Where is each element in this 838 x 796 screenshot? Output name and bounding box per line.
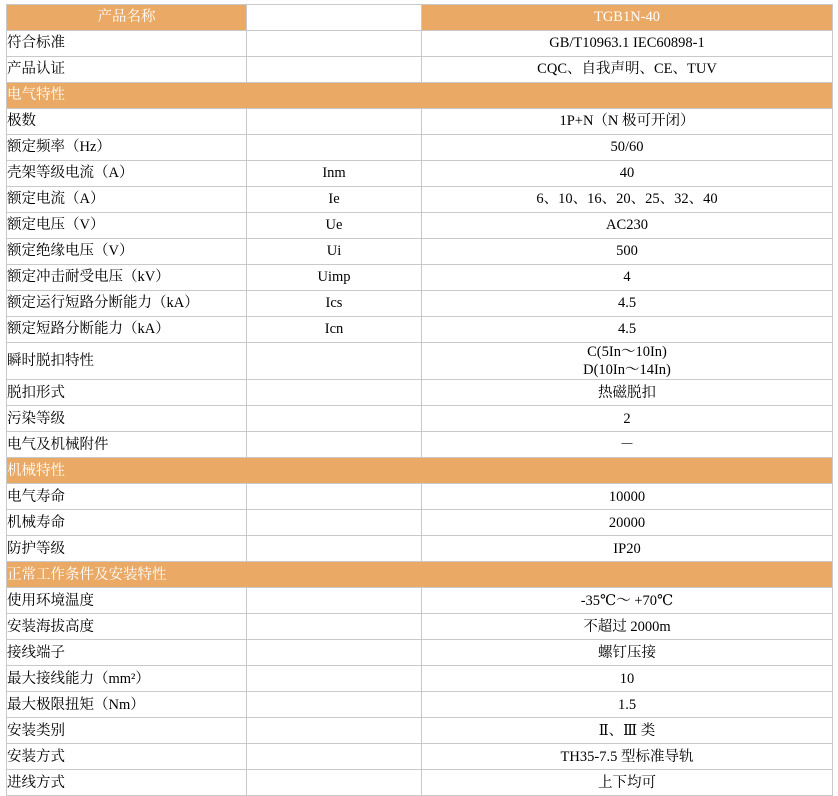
table-row [7,380,833,406]
row-value: 1P+N（N 极可开闭） [422,109,833,135]
row-value: 20000 [422,510,833,536]
row-symbol: Inm [247,161,422,187]
table-row [7,406,833,432]
row-symbol [247,718,422,744]
row-symbol: Icn [247,317,422,343]
product-specification-table [6,4,833,796]
table-row [7,640,833,666]
table-row [7,239,833,265]
table-row [7,484,833,510]
table-row [7,31,833,57]
row-label: 额定冲击耐受电压（kV） [7,265,247,291]
row-symbol [247,692,422,718]
row-value: 50/60 [422,135,833,161]
table-row [7,588,833,614]
row-label: 最大极限扭矩（Nm） [7,692,247,718]
row-value: 4 [422,265,833,291]
row-value: 2 [422,406,833,432]
row-label: 壳架等级电流（A） [7,161,247,187]
table-row [7,718,833,744]
row-label: 瞬时脱扣特性 [7,343,247,380]
row-value: C(5In～10In) D(10In～14In) [422,343,833,380]
row-symbol: Ie [247,187,422,213]
row-label: 产品认证 [7,57,247,83]
row-label: 脱扣形式 [7,380,247,406]
table-row [7,432,833,458]
row-symbol [247,135,422,161]
table-row [7,109,833,135]
table-row [7,510,833,536]
table-row [7,536,833,562]
row-label: 最大接线能力（mm²） [7,666,247,692]
row-value: 40 [422,161,833,187]
row-label: 污染等级 [7,406,247,432]
row-value: 10 [422,666,833,692]
header-product-name-label: 产品名称 [7,5,247,31]
row-symbol [247,536,422,562]
section-title: 正常工作条件及安装特性 [7,562,833,588]
table-row [7,291,833,317]
section-band-row [7,458,833,484]
row-label: 接线端子 [7,640,247,666]
row-label: 额定绝缘电压（V） [7,239,247,265]
row-symbol [247,614,422,640]
row-value: 4.5 [422,291,833,317]
row-label: 安装海拔高度 [7,614,247,640]
table-row [7,161,833,187]
row-symbol [247,484,422,510]
row-symbol [247,640,422,666]
row-label: 电气寿命 [7,484,247,510]
table-row [7,135,833,161]
header-product-model: TGB1N-40 [422,5,833,31]
row-label: 额定短路分断能力（kA） [7,317,247,343]
row-value: Ⅱ、Ⅲ 类 [422,718,833,744]
row-label: 安装方式 [7,744,247,770]
row-symbol [247,57,422,83]
row-label: 额定运行短路分断能力（kA） [7,291,247,317]
row-label: 极数 [7,109,247,135]
table-row [7,614,833,640]
row-label: 符合标准 [7,31,247,57]
row-value: 上下均可 [422,770,833,796]
table-row [7,343,833,380]
row-label: 进线方式 [7,770,247,796]
row-symbol [247,588,422,614]
row-value: 10000 [422,484,833,510]
section-band-row [7,562,833,588]
row-symbol [247,31,422,57]
table-header-row [7,5,833,31]
row-symbol: Ue [247,213,422,239]
row-symbol [247,109,422,135]
table-row [7,213,833,239]
row-symbol: Ui [247,239,422,265]
row-label: 额定电压（V） [7,213,247,239]
row-value: GB/T10963.1 IEC60898-1 [422,31,833,57]
row-label: 机械寿命 [7,510,247,536]
row-value: 1.5 [422,692,833,718]
row-label: 安装类别 [7,718,247,744]
row-value: 4.5 [422,317,833,343]
row-symbol [247,343,422,380]
row-value: 螺钉压接 [422,640,833,666]
table-row [7,692,833,718]
row-label: 使用环境温度 [7,588,247,614]
table-row [7,666,833,692]
row-value: 热磁脱扣 [422,380,833,406]
row-symbol [247,510,422,536]
row-value: IP20 [422,536,833,562]
table-row [7,770,833,796]
table-row [7,317,833,343]
table-row [7,744,833,770]
row-symbol [247,432,422,458]
section-title: 机械特性 [7,458,833,484]
row-value: － [422,432,833,458]
table-row [7,187,833,213]
row-label: 电气及机械附件 [7,432,247,458]
row-symbol: Ics [247,291,422,317]
row-label: 额定电流（A） [7,187,247,213]
row-symbol [247,666,422,692]
row-label: 额定频率（Hz） [7,135,247,161]
row-symbol: Uimp [247,265,422,291]
row-value: -35℃～ +70℃ [422,588,833,614]
spec-table-body [7,5,833,796]
table-row [7,57,833,83]
section-band-row [7,83,833,109]
row-value: 500 [422,239,833,265]
section-title: 电气特性 [7,83,833,109]
row-symbol [247,744,422,770]
header-spacer-cell [247,5,422,31]
row-symbol [247,406,422,432]
row-value: 6、10、16、20、25、32、40 [422,187,833,213]
row-value: CQC、自我声明、CE、TUV [422,57,833,83]
row-value: TH35-7.5 型标准导轨 [422,744,833,770]
row-label: 防护等级 [7,536,247,562]
row-symbol [247,770,422,796]
table-row [7,265,833,291]
row-value: 不超过 2000m [422,614,833,640]
row-symbol [247,380,422,406]
row-value: AC230 [422,213,833,239]
